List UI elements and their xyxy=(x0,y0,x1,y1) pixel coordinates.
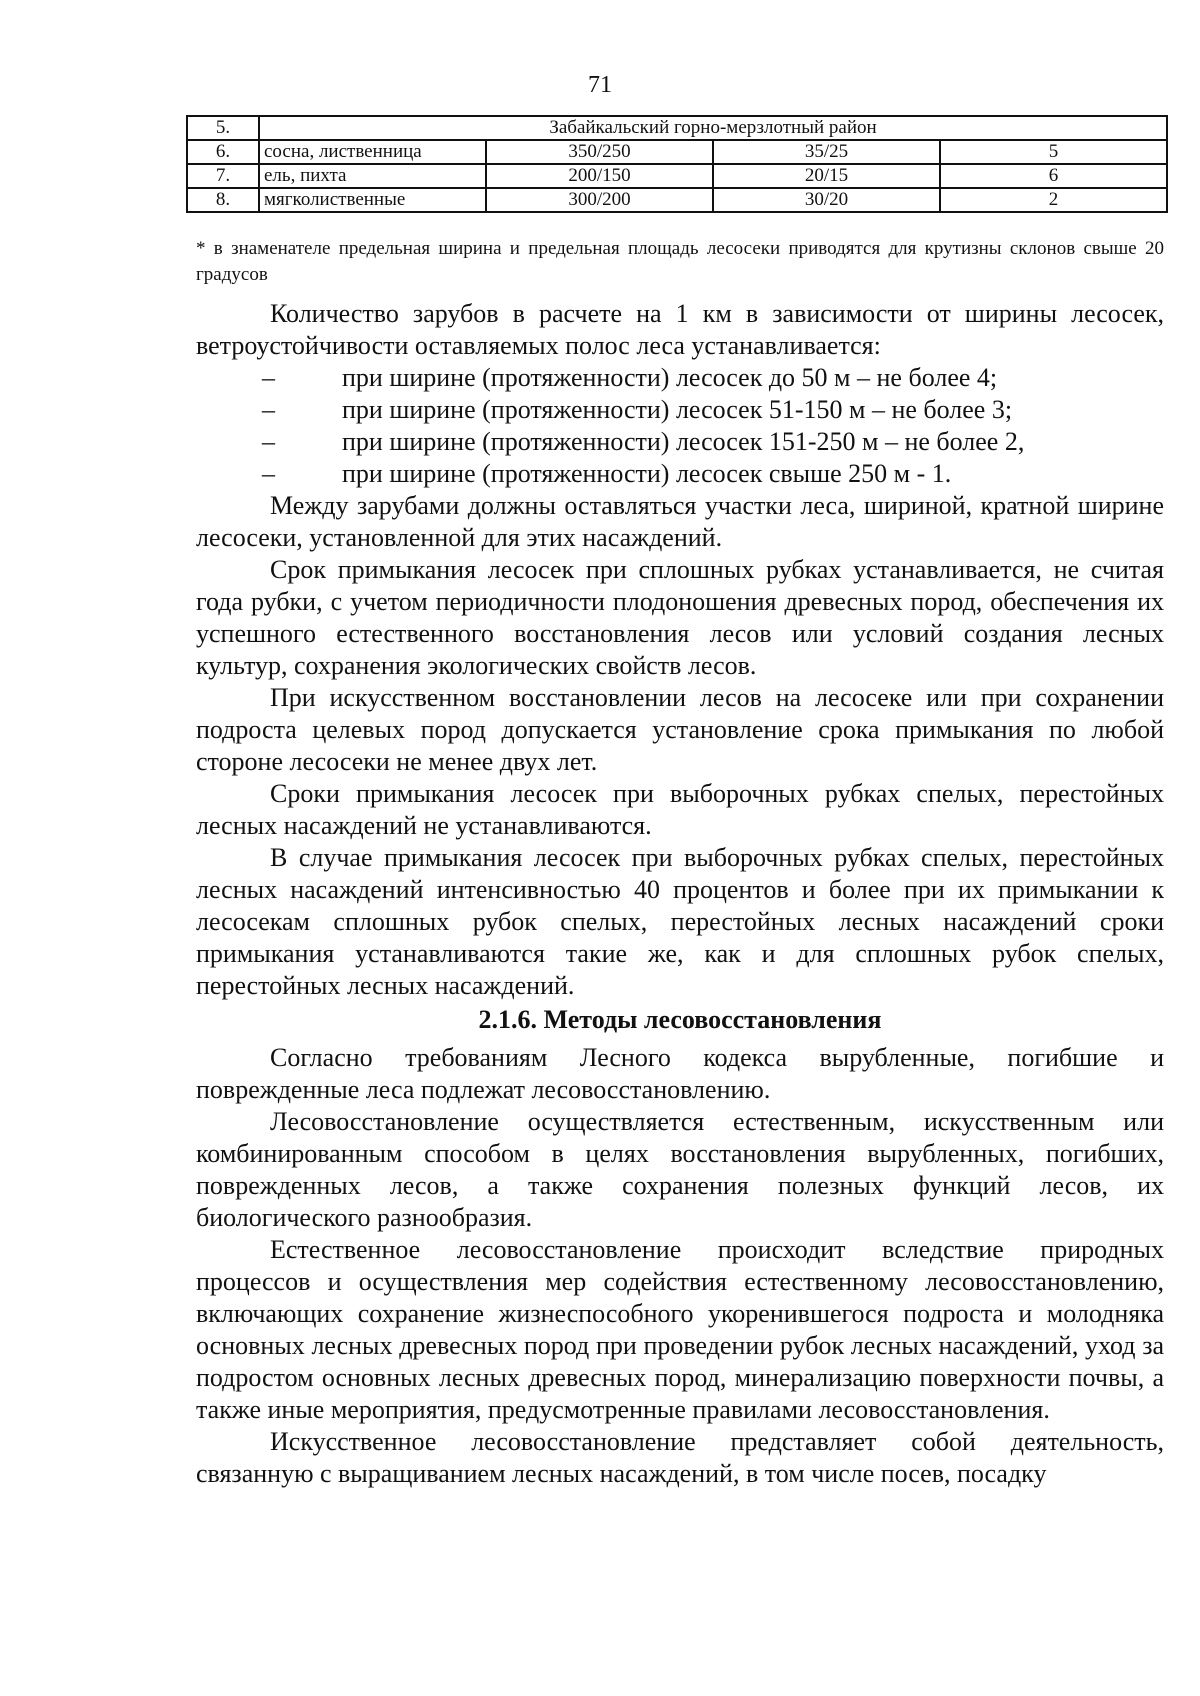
list-item xyxy=(196,394,1164,426)
list-marker: – xyxy=(262,395,275,424)
species-cell: мягколиственные xyxy=(259,188,486,212)
paragraph: Лесовосстановление осуществляется естественным, искусственным или комбинированным способом в целях восстановления вырубленных, погибших, поврежденных лесов, а также сохранения полезных функций лесов, их биологического разнообразия. xyxy=(196,1107,1164,1232)
count-cell: 6 xyxy=(940,164,1167,188)
table-row xyxy=(187,188,1167,212)
row-number: 5. xyxy=(187,116,259,140)
paragraph: Естественное лесовосстановление происходит вследствие природных процессов и осуществления мер содействия естественному лесовосстановлению, включающих сохранение жизнеспособного укоренившегося подроста и молодняка основных лесных древесных пород при проведении рубок лесных насаждений, уход за подростом основных лесных древесных пород, минерализацию поверхности почвы, а также иные мероприятия, предусмотренные правилами лесовосстановления. xyxy=(196,1235,1164,1424)
list-item-text: при ширине (протяженности) лесосек 51-150 м – не более 3; xyxy=(342,395,1013,424)
count-cell: 5 xyxy=(940,140,1167,164)
area-cell: 30/20 xyxy=(713,188,940,212)
list-item xyxy=(196,458,1164,490)
felling-area-table xyxy=(186,115,1168,213)
species-cell: ель, пихта xyxy=(259,164,486,188)
width-cell: 200/150 xyxy=(486,164,713,188)
list-marker: – xyxy=(262,363,275,392)
section-heading: 2.1.6. Методы лесовосстановления xyxy=(478,1005,882,1034)
area-cell: 20/15 xyxy=(713,164,940,188)
list-item-text: при ширине (протяженности) лесосек до 50 м – не более 4; xyxy=(342,363,998,392)
count-cell: 2 xyxy=(940,188,1167,212)
list-item xyxy=(196,362,1164,394)
width-cell: 300/200 xyxy=(486,188,713,212)
list-item xyxy=(196,426,1164,458)
table-row xyxy=(187,164,1167,188)
paragraph: Количество зарубов в расчете на 1 км в зависимости от ширины лесосек, ветроустойчивости оставляемых полос леса устанавливается: xyxy=(196,299,1164,360)
table-row-region xyxy=(187,116,1167,140)
species-cell: сосна, лиственница xyxy=(259,140,486,164)
table-footnote: * в знаменателе предельная ширина и предельная площадь лесосеки приводятся для крутизны склонов свыше 20 градусов xyxy=(196,238,1164,285)
paragraph: Согласно требованиям Лесного кодекса вырубленные, погибшие и поврежденные леса подлежат лесовосстановлению. xyxy=(196,1043,1164,1104)
paragraph: Между зарубами должны оставляться участки леса, шириной, кратной ширине лесосеки, установленной для этих насаждений. xyxy=(196,491,1164,552)
paragraph: При искусственном восстановлении лесов на лесосеке или при сохранении подроста целевых пород допускается установление срока примыкания по любой стороне лесосеки не менее двух лет. xyxy=(196,683,1164,776)
list-item-text: при ширине (протяженности) лесосек свыше 250 м - 1. xyxy=(342,459,952,488)
paragraph: Сроки примыкания лесосек при выборочных рубках спелых, перестойных лесных насаждений не устанавливаются. xyxy=(196,779,1164,840)
row-number: 6. xyxy=(187,140,259,164)
paragraph: В случае примыкания лесосек при выборочных рубках спелых, перестойных лесных насаждений интенсивностью 40 процентов и более при их примыкании к лесосекам сплошных рубок спелых, перестойных лесных насаждений сроки примыкания устанавливаются такие же, как и для сплошных рубок спелых, перестойных лесных насаждений. xyxy=(196,843,1164,1000)
area-cell: 35/25 xyxy=(713,140,940,164)
paragraph: Искусственное лесовосстановление представляет собой деятельность, связанную с выращиванием лесных насаждений, в том числе посев, посадку xyxy=(196,1427,1164,1488)
list-marker: – xyxy=(262,427,275,456)
row-number: 7. xyxy=(187,164,259,188)
paragraph: Срок примыкания лесосек при сплошных рубках устанавливается, не считая года рубки, с учетом периодичности плодоношения древесных пород, обеспечения их успешного естественного восстановления лесов или условий создания лесных культур, сохранения экологических свойств лесов. xyxy=(196,555,1164,680)
list-marker: – xyxy=(262,459,275,488)
row-number: 8. xyxy=(187,188,259,212)
table-row xyxy=(187,140,1167,164)
width-cell: 350/250 xyxy=(486,140,713,164)
region-title: Забайкальский горно-мерзлотный район xyxy=(259,116,1167,140)
list-item-text: при ширине (протяженности) лесосек 151-250 м – не более 2, xyxy=(342,427,1025,456)
page-number: 71 xyxy=(588,72,612,98)
body-text xyxy=(196,298,1164,1490)
